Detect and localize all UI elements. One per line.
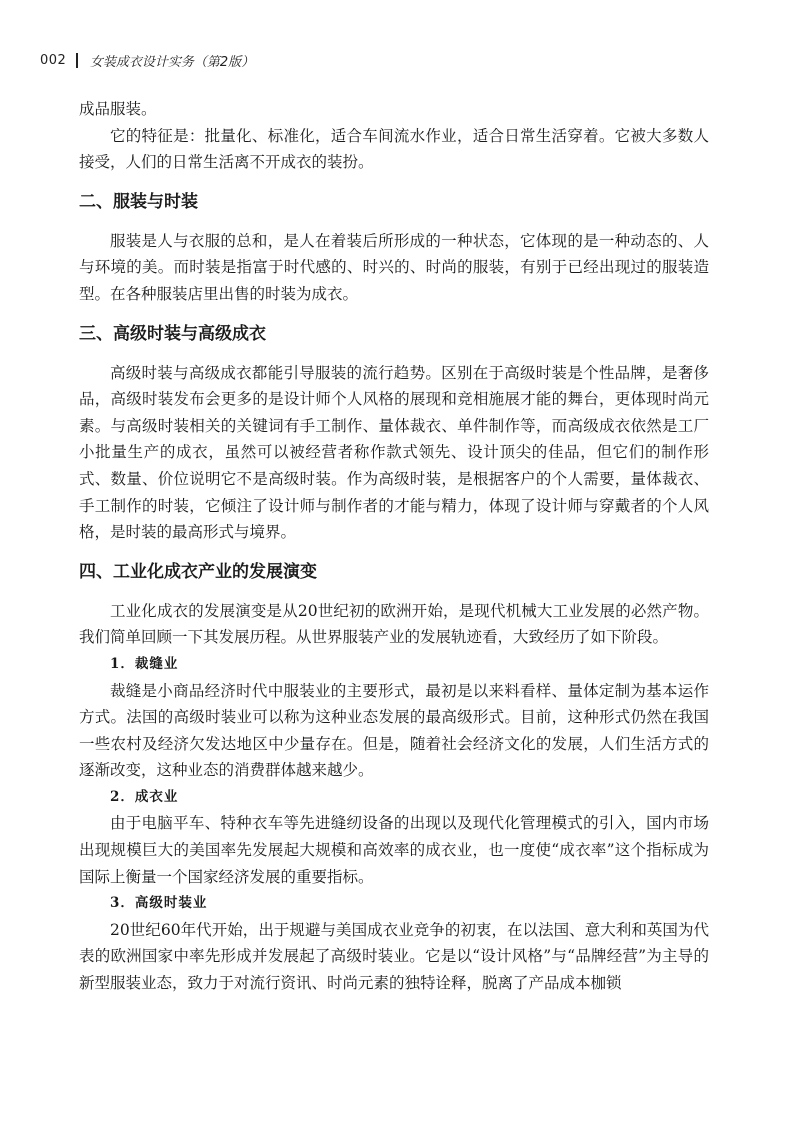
section-heading-haute-couture: 三、高级时装与高级成衣 [79,323,266,344]
paragraph: 成品服装。 [79,100,157,118]
paragraph: 高级时装与高级成衣都能引导服装的流行趋势。区别在于高级时装是个性品牌，是奢侈品，高级时装发布会更多的是设计师个人风格的展现和竞相施展才能的舞台，更体现时尚元素。与高级时装相关的关键词有手工制作、量体裁衣、单件制作等，而高级成衣依然是工厂小批量生产的成衣，虽然可以被经营者称作款式领先、设计顶尖的佳品，但它们的制作形式、数量、价位说明它不是高级时装。作为高级时装，是根据客户的个人需要，量体裁衣、手工制作的时装，它倾注了设计师与制作者的才能与精力，体现了设计师与穿戴者的个人风格，是时装的最高形式与境界。 [79,363,709,542]
paragraph: 20世纪60年代开始，出于规避与美国成衣业竞争的初衷，在以法国、意大利和英国为代表的欧洲国家中率先形成并发展起了高级时装业。它是以“设计风格”与“品牌经营”为主导的新型服装业态，致力于对流行资讯、时尚元素的独特诠释，脱离了产品成本枷锁 [79,920,709,993]
subheading-haute-couture-industry: 3．高级时装业 [110,895,208,912]
paragraph: 服装是人与衣服的总和，是人在着装后所形成的一种状态，它体现的是一种动态的、人与环境的美。而时装是指富于时代感的、时兴的、时尚的服装，有别于已经出现过的服装造型。在各种服装店里出售的时装为成衣。 [79,231,709,303]
section-heading-industry: 四、工业化成衣产业的发展演变 [79,561,317,582]
page-body [79,96,709,997]
paragraph: 裁缝是小商品经济时代中服装业的主要形式，最初是以来料看样、量体定制为基本运作方式。法国的高级时装业可以称为这种业态发展的最高级形式。目前，这种形式仍然在我国一些农村及经济欠发达地区中少量存在。但是，随着社会经济文化的发展，人们生活方式的逐渐改变，这种业态的消费群体越来越少。 [79,681,709,780]
header-divider [76,53,78,68]
subheading-ready-to-wear: 2．成衣业 [110,788,179,805]
paragraph: 它的特征是：批量化、标准化，适合车间流水作业，适合日常生活穿着。它被大多数人接受，人们的日常生活离不开成衣的装扮。 [79,126,709,172]
page-number: 002 [40,52,67,68]
paragraph: 由于电脑平车、特种衣车等先进缝纫设备的出现以及现代化管理模式的引入，国内市场出现规模巨大的美国率先发展起大规模和高效率的成衣业，也一度使“成衣率”这个指标成为国际上衡量一个国家经济发展的重要指标。 [79,814,709,886]
book-title: 女装成衣设计实务（第2版） [89,54,255,70]
subheading-tailoring: 1．裁缝业 [110,655,179,672]
paragraph: 工业化成衣的发展演变是从20世纪初的欧洲开始，是现代机械大工业发展的必然产物。我们简单回顾一下其发展历程。从世界服装产业的发展轨迹看，大致经历了如下阶段。 [79,601,709,647]
page-header [40,48,254,72]
section-heading-fashion: 二、服装与时装 [79,191,198,212]
